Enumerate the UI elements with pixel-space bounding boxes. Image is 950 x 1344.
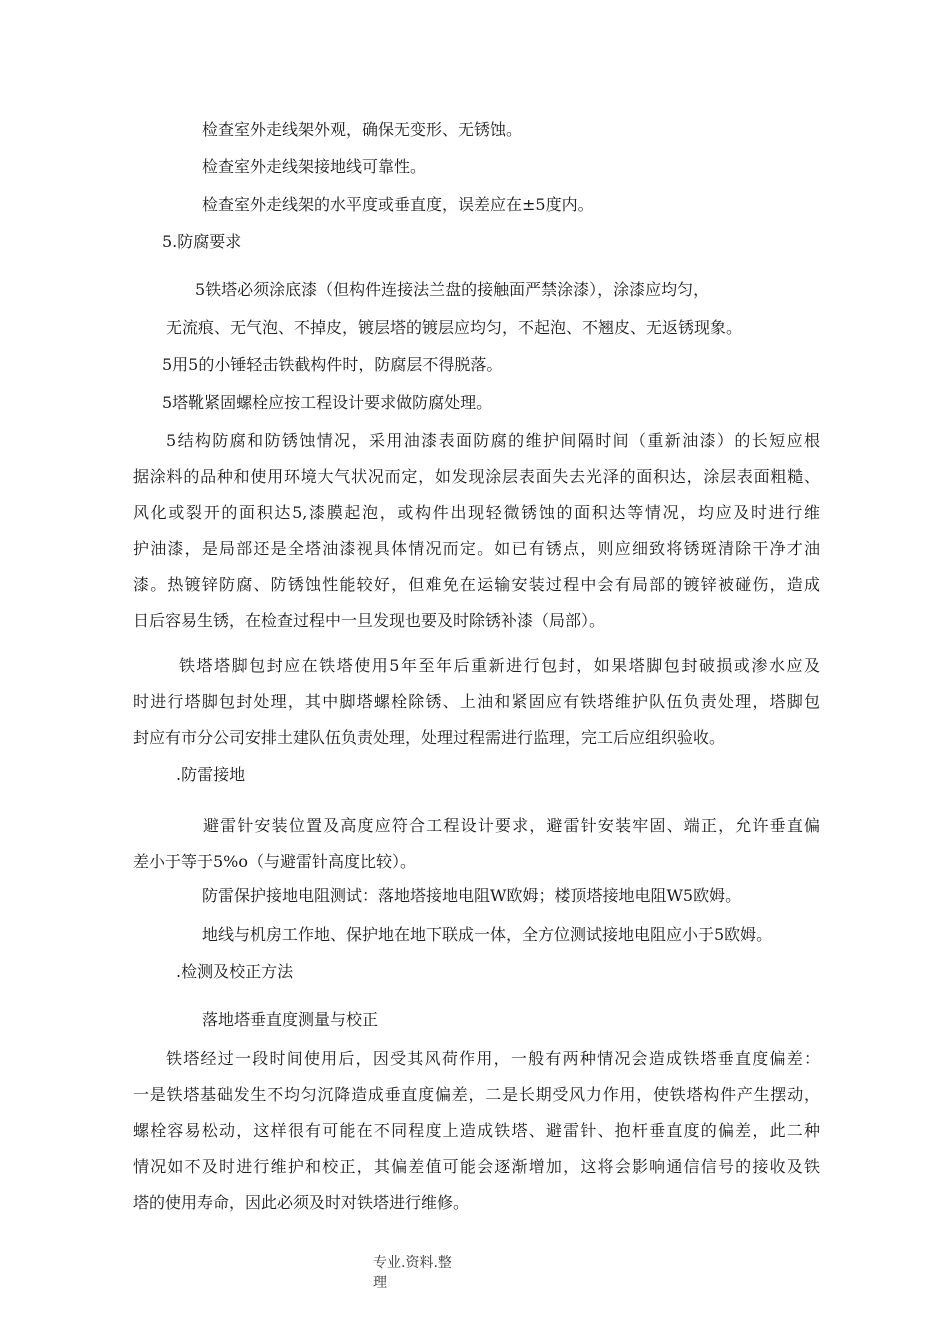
subheading-verticality: 落地塔垂直度测量与校正 [202, 1010, 379, 1029]
section-heading-detection: .检测及校正方法 [176, 962, 294, 981]
paragraph-line: 时进行塔脚包封处理，其中脚塔螺栓除锈、上油和紧固应有铁塔维护队伍负责处理，塔脚包 [133, 692, 820, 711]
paragraph-line: 5结构防腐和防锈蚀情况，采用油漆表面防腐的维护间隔时间（重新油漆）的长短应根 [166, 431, 820, 450]
anticorrosion-item-primer-line1: 5铁塔必须涂底漆（但构件连接法兰盘的接触面严禁涂漆），涂漆应均匀， [195, 280, 710, 299]
paragraph-line: 差小于等于5%o（与避雷针高度比较）。 [133, 852, 417, 871]
anticorrosion-item-hammer: 5用5的小锤轻击铁截构件时，防腐层不得脱落。 [162, 355, 503, 374]
lightning-rod-paragraph [133, 813, 820, 885]
footer-line1: 专业.资料.整 [373, 1255, 452, 1271]
paragraph-line: 漆。热镀锌防腐、防锈蚀性能较好，但难免在运输安装过程中会有局部的镀锌被碰伤，造成 [133, 575, 820, 594]
lightning-item-resistance: 防雷保护接地电阻测试：落地塔接地电阻W欧姆；楼顶塔接地电阻W5欧姆。 [202, 886, 742, 905]
paragraph-line: 塔的使用寿命，因此必须及时对铁塔进行维修。 [133, 1193, 470, 1212]
paragraph-line: 封应有市分公司安排土建队伍负责处理，处理过程需进行监理，完工后应组织验收。 [133, 728, 726, 747]
check-item-appearance: 检查室外走线架外观，确保无变形、无锈蚀。 [202, 120, 523, 139]
section-heading-anticorrosion: 5.防腐要求 [162, 232, 242, 251]
paragraph-line: 风化或裂开的面积达5,漆膜起泡，或构件出现轻微锈蚀的面积达等情况，均应及时进行维 [133, 503, 820, 522]
paragraph-line: 一是铁塔基础发生不均匀沉降造成垂直度偏差，二是长期受风力作用，使铁塔构件产生摆动， [133, 1085, 820, 1104]
check-item-grounding: 检查室外走线架接地线可靠性。 [202, 157, 427, 176]
anticorrosion-item-bolts: 5塔靴紧固螺栓应按工程设计要求做防腐处理。 [162, 393, 493, 412]
anticorrosion-paragraph [133, 428, 820, 644]
lightning-item-common-ground: 地线与机房工作地、保护地在地下联成一体，全方位测试接地电阻应小于5欧姆。 [202, 925, 773, 944]
section-heading-lightning: .防雷接地 [176, 765, 246, 784]
paragraph-line: 铁塔经过一段时间使用后，因受其风荷作用，一般有两种情况会造成铁塔垂直度偏差： [166, 1049, 820, 1068]
footer-line2: 理 [373, 1275, 387, 1291]
verticality-paragraph [133, 1046, 820, 1226]
anticorrosion-item-primer-line2: 无流痕、无气泡、不掉皮，镀层塔的镀层应均匀，不起泡、不翘皮、无返锈现象。 [166, 318, 743, 337]
paragraph-line: 铁塔塔脚包封应在铁塔使用5年至年后重新进行包封，如果塔脚包封破损或渗水应及 [179, 656, 820, 675]
check-item-levelness: 检查室外走线架的水平度或垂直度，误差应在±5度内。 [202, 195, 594, 214]
tower-foot-paragraph [133, 653, 820, 761]
paragraph-line: 螺栓容易松动，这样很有可能在不同程度上造成铁塔、避雷针、抱杆垂直度的偏差，此二种 [133, 1121, 820, 1140]
paragraph-line: 日后容易生锈，在检查过程中一旦发现也要及时除锈补漆（局部）。 [133, 611, 606, 630]
paragraph-line: 据涂料的品种和使用环境大气状况而定，如发现涂层表面失去光泽的面积达，涂层表面粗糙、 [133, 467, 820, 486]
paragraph-line: 护油漆，是局部还是全塔油漆视具体情况而定。如已有锈点，则应细致将锈斑清除干净才油 [133, 539, 820, 558]
paragraph-line: 情况如不及时进行维护和校正，其偏差值可能会逐渐增加，这将会影响通信信号的接收及铁 [133, 1157, 820, 1176]
paragraph-line: 避雷针安装位置及高度应符合工程设计要求，避雷针安装牢固、端正，允许垂直偏 [203, 816, 820, 835]
